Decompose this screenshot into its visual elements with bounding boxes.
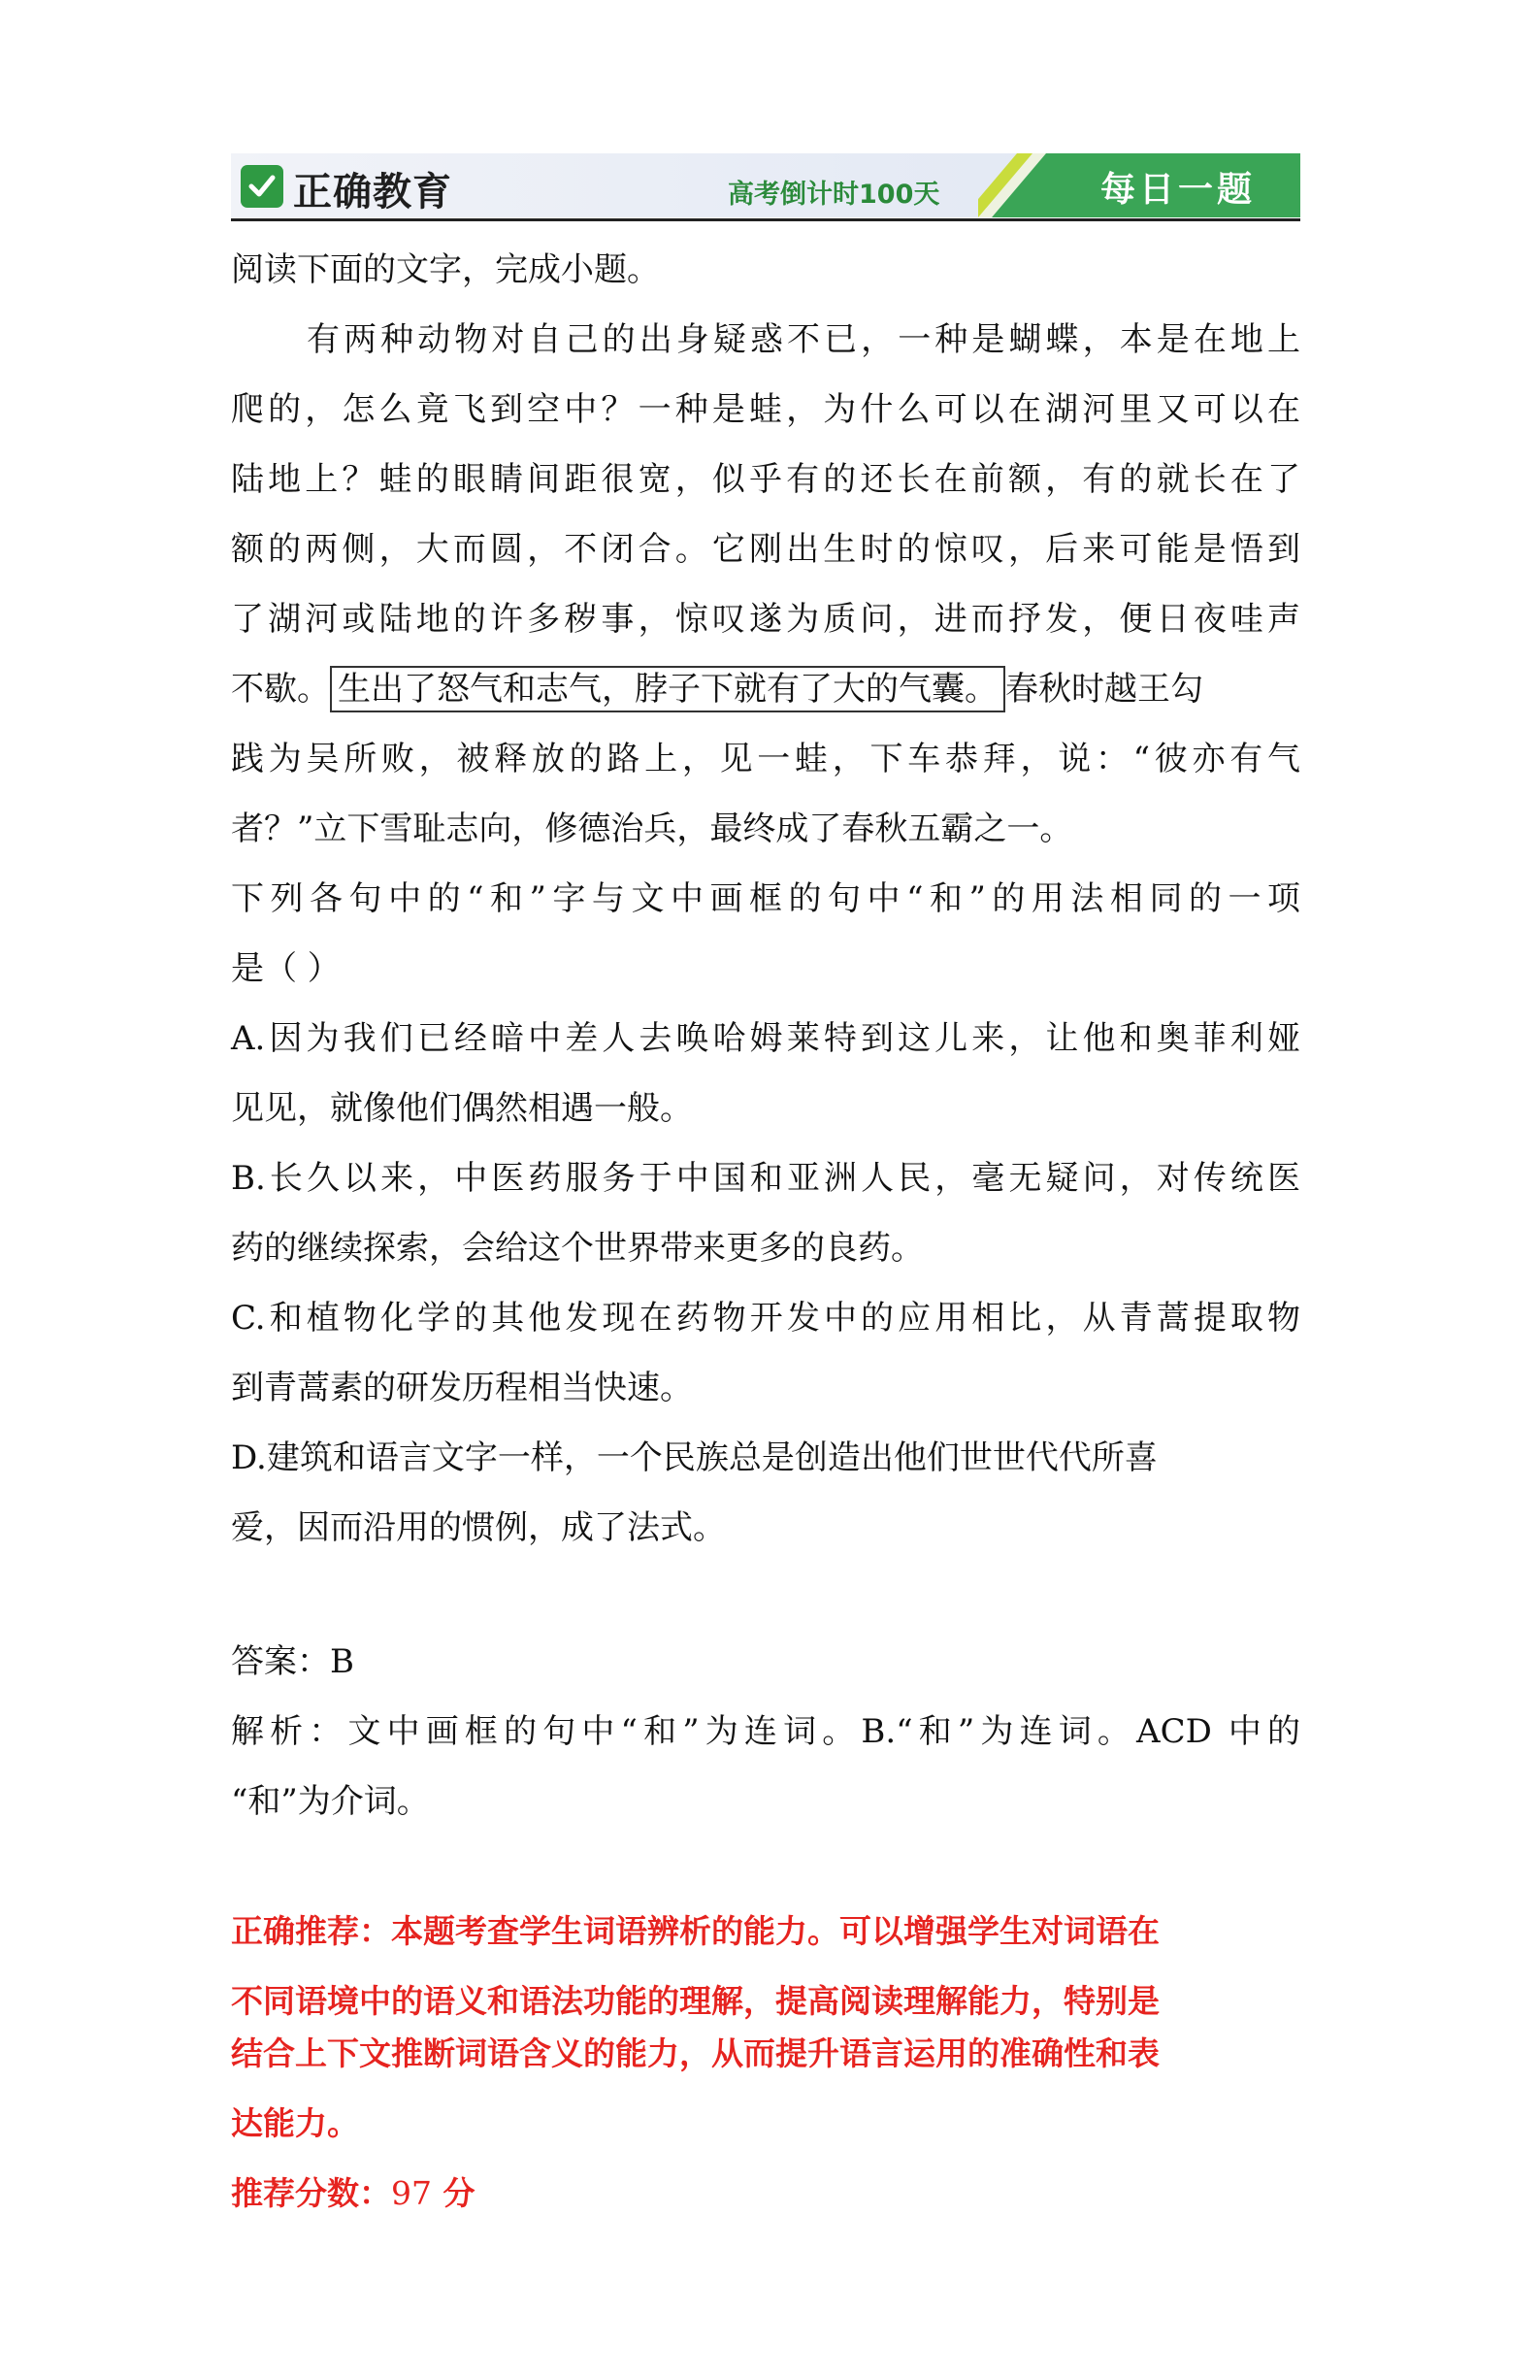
analysis-text: 解析：文中画框的句中“和”为连词。B.“和”为连词。ACD 中的 — [231, 1712, 1300, 1751]
option-a-cont: 见见，就像他们偶然相遇一般。 — [231, 1089, 693, 1128]
passage-line: 有两种动物对自己的出身疑惑不已，一种是蝴蝶，本是在地上 — [307, 320, 1300, 359]
question-text: 下列各句中的“和”字与文中画框的句中“和”的用法相同的一项 — [231, 879, 1300, 918]
score-value: 97 — [391, 2174, 432, 2212]
passage-line: 爬的，怎么竟飞到空中？一种是蛙，为什么可以在湖河里又可以在 — [231, 390, 1300, 429]
passage-text: 不歇。 — [231, 670, 330, 709]
recommendation-text: 正确推荐：本题考查学生词语辨析的能力。可以增强学生对词语在 — [231, 1912, 1160, 1950]
header-divider — [231, 218, 1300, 221]
daily-question-tag — [978, 153, 1300, 217]
option-c-cont: 到青蒿素的研发历程相当快速。 — [231, 1369, 693, 1407]
option-c: C.和植物化学的其他发现在药物开发中的应用相比，从青蒿提取物 — [231, 1299, 1300, 1338]
exam-countdown: 高考倒计时100天 — [728, 180, 940, 210]
passage-line: 了湖河或陆地的许多秽事，惊叹遂为质问，进而抒发，便日夜哇声 — [231, 600, 1300, 639]
recommendation-text: 不同语境中的语义和语法功能的理解，提高阅读理解能力，特别是 — [231, 1982, 1160, 2020]
checkmark-logo-icon — [241, 165, 283, 208]
answer: 答案：B — [231, 1642, 354, 1681]
brand-name: 正确教育 — [293, 170, 452, 215]
option-d: D.建筑和语言文字一样，一个民族总是创造出他们世世代代所喜 — [231, 1438, 1158, 1477]
option-b: B.长久以来，中医药服务于中国和亚洲人民，毫无疑问，对传统医 — [231, 1159, 1300, 1198]
intro-text: 阅读下面的文字，完成小题。 — [231, 250, 660, 289]
boxed-sentence: 生出了怒气和志气，脖子下就有了大的气囊。 — [330, 666, 1005, 712]
option-a: A.因为我们已经暗中差人去唤哈姆莱特到这儿来，让他和奥菲利娅 — [231, 1019, 1300, 1058]
recommendation-text: 结合上下文推断词语含义的能力，从而提升语言运用的准确性和表 — [231, 2034, 1160, 2072]
question-text: 是（ ） — [231, 949, 341, 988]
recommendation-score — [231, 2174, 475, 2213]
passage-line: 额的两侧，大而圆，不闭合。它刚出生时的惊叹，后来可能是悟到 — [231, 530, 1300, 569]
header-banner — [231, 153, 1300, 221]
score-label: 推荐分数： — [231, 2174, 391, 2212]
passage-text: 春秋时越王勾 — [1005, 670, 1203, 709]
passage-line: 陆地上？蛙的眼睛间距很宽，似乎有的还长在前额，有的就长在了 — [231, 460, 1300, 499]
recommendation-text: 达能力。 — [231, 2104, 359, 2142]
score-unit: 分 — [442, 2174, 475, 2212]
daily-question-label: 每日一题 — [1099, 170, 1256, 210]
passage-line-with-box — [231, 670, 1300, 709]
analysis-text: “和”为介词。 — [231, 1782, 430, 1821]
passage-line: 践为吴所败，被释放的路上，见一蛙，下车恭拜，说：“彼亦有气 — [231, 740, 1300, 778]
option-b-cont: 药的继续探索，会给这个世界带来更多的良药。 — [231, 1229, 924, 1268]
option-d-cont: 爱，因而沿用的惯例，成了法式。 — [231, 1508, 726, 1547]
passage-line: 者？”立下雪耻志向，修德治兵，最终成了春秋五霸之一。 — [231, 810, 1073, 848]
